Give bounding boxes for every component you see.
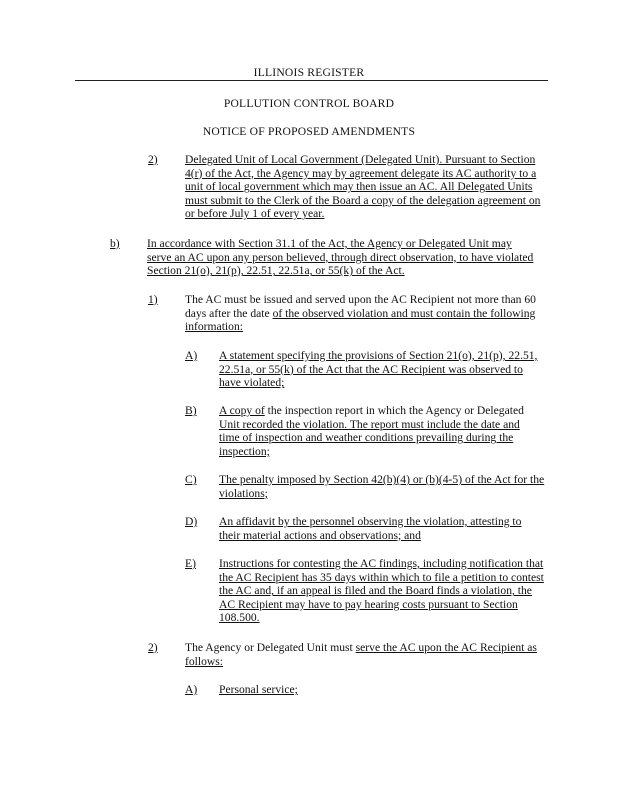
item-b2-label: 2) [148, 641, 158, 654]
item-E-text: Instructions for contesting the AC findings, including notification that the AC Recipient has 35 days within which to file a petition to contest the AC and, if an appeal is filed and the Board finds a violation, the AC Recipient may have to pay hearing costs pursuant to Section 108.500. [219, 557, 544, 625]
board-title: POLLUTION CONTROL BOARD [223, 97, 395, 110]
item-b2-plain: The Agency or Delegated Unit must [185, 641, 356, 654]
item-B-p1: the inspection report in which the Agency or Delegated [264, 404, 524, 417]
item-D-text: An affidavit by the personnel observing the violation, attesting to their material actions and observations; and [219, 515, 522, 542]
item-B-label: B) [185, 404, 197, 417]
item-E-label: E) [185, 557, 196, 570]
item-b-text: In accordance with Section 31.1 of the Act, the Agency or Delegated Unit may serve an AC upon any person believed, through direct observation, to have violated Section 21(o), 21(p), 22.51, 22.51a, or 55(k) of the Act. [147, 237, 534, 278]
notice-title: NOTICE OF PROPOSED AMENDMENTS [202, 125, 416, 138]
item-A-text: A statement specifying the provisions of Section 21(o), 21(p), 22.51, 22.51a, or 55(k) of the Act that the AC Recipient was observed to have violated; [219, 349, 538, 390]
item-A-label: A) [185, 349, 198, 362]
item-b2A-label: A) [185, 683, 198, 696]
item-b2-text [185, 641, 542, 668]
item-b-label: b) [110, 237, 120, 250]
item-a2-text: Delegated Unit of Local Government (Delegated Unit). Pursuant to Section 4(r) of the Act, the Agency may by agreement delegate its AC authority to a unit of local government which may then issue an AC. All Delegated Units must submit to the Clerk of the Board a copy of the delegation agreement on or before July 1 of every year. [185, 153, 541, 221]
item-b1-plain: The AC must be issued and served upon the AC Recipient not more than 60 days after the date [185, 293, 536, 320]
item-b1-label: 1) [148, 293, 158, 306]
register-title: ILLINOIS REGISTER [253, 66, 365, 79]
item-b2A-text: Personal service; [219, 683, 298, 696]
item-B-u1: A copy of [219, 404, 265, 417]
item-b2-underlined: serve the AC upon the AC Recipient as follows: [185, 641, 537, 668]
item-b1-underlined: of the observed violation and must contain the following information: [185, 306, 536, 334]
item-C-text: The penalty imposed by Section 42(b)(4) or (b)(4-5) of the Act for the violations; [219, 473, 545, 500]
item-B-u2: Unit recorded the violation. The report must include the date and time of inspection and weather conditions prevailing during the inspection; [219, 417, 520, 458]
header-rule [75, 80, 548, 81]
item-a2-label: 2) [148, 153, 158, 166]
item-D-label: D) [185, 515, 198, 528]
item-b1-text [185, 293, 542, 334]
item-B-text [219, 404, 541, 458]
item-C-label: C) [185, 473, 197, 486]
